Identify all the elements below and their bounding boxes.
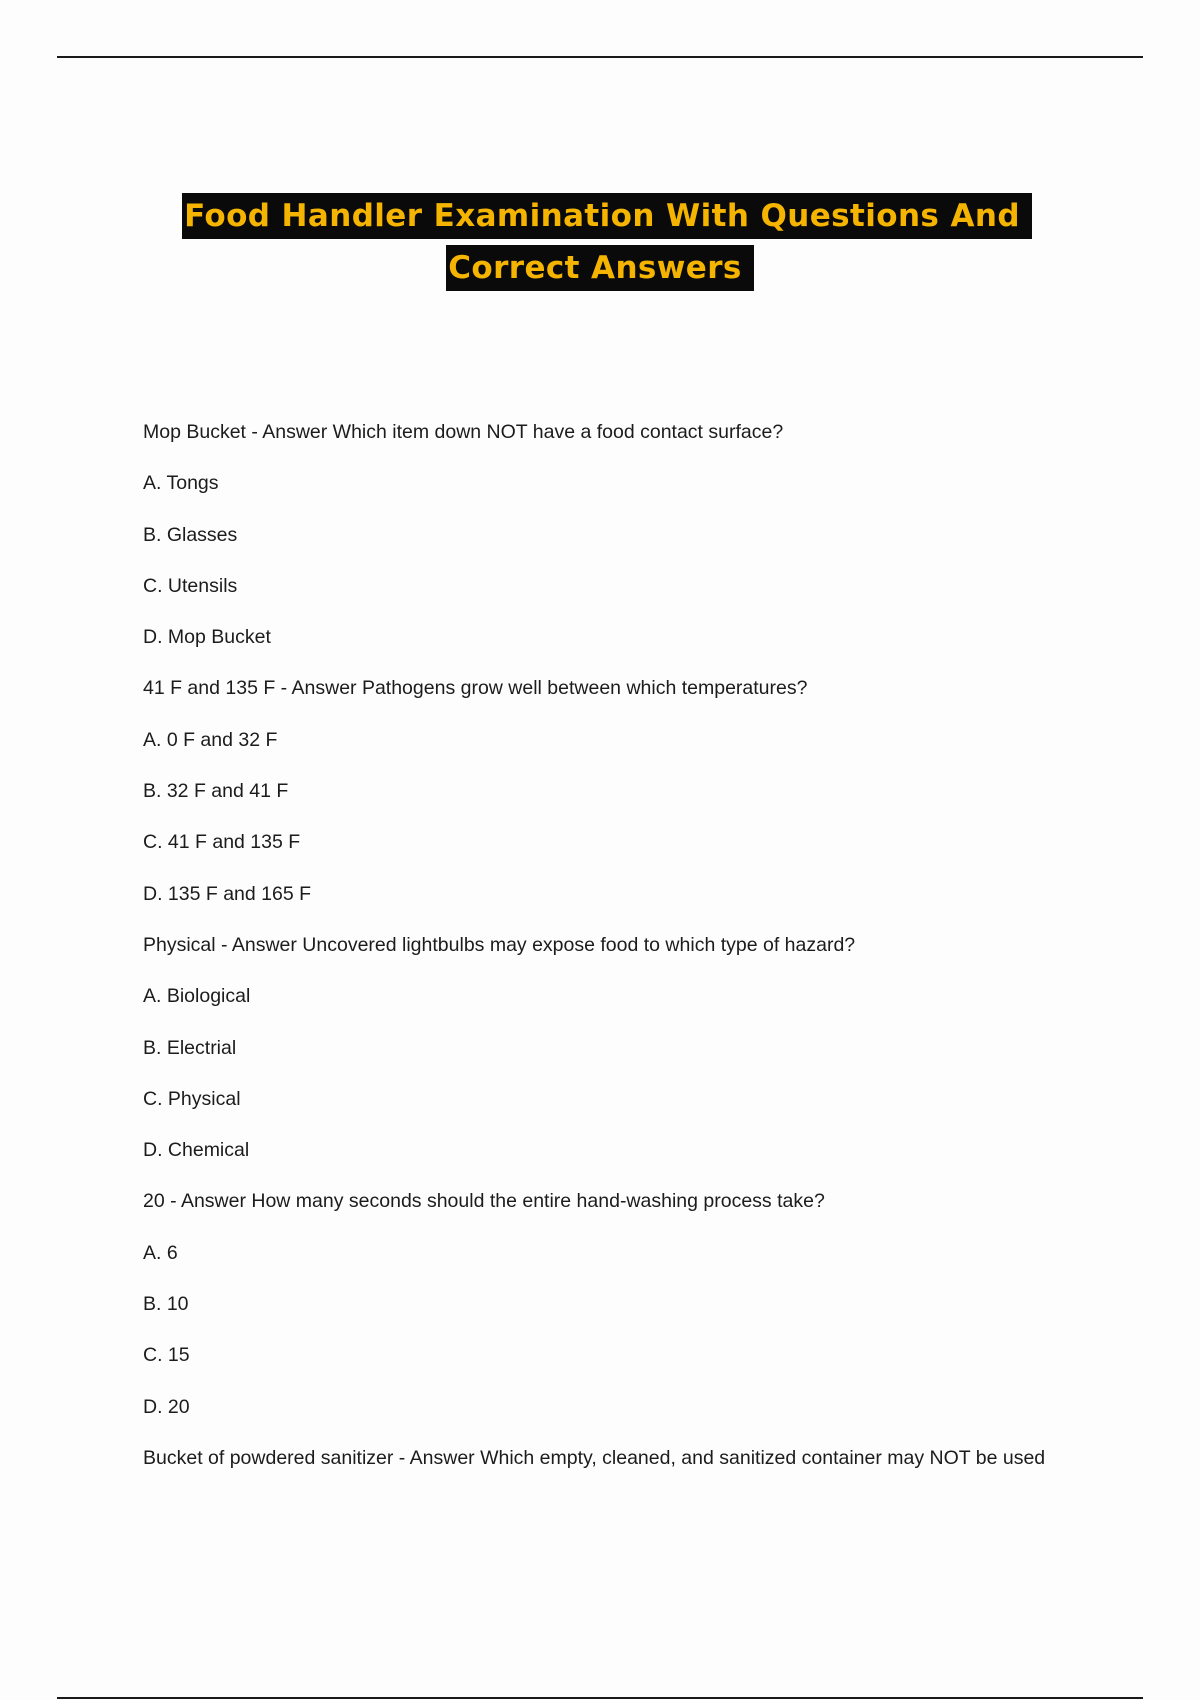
question-3-option-b: B. Electrial [143,1036,237,1059]
question-4-option-d: D. 20 [143,1395,190,1418]
question-5: Bucket of powdered sanitizer - Answer Which empty, cleaned, and sanitized container may NOT be used [143,1446,1046,1469]
question-2-option-c: C. 41 F and 135 F [143,831,301,854]
question-3: Physical - Answer Uncovered lightbulbs may expose food to which type of hazard? [143,933,856,956]
question-2-option-d: D. 135 F and 165 F [143,882,312,905]
document-title [0,193,1200,297]
question-4-option-a: A. 6 [143,1241,178,1264]
question-1-option-c: C. Utensils [143,574,238,597]
question-1: Mop Bucket - Answer Which item down NOT have a food contact surface? [143,421,784,443]
question-1-option-d: D. Mop Bucket [143,626,271,649]
question-3-option-d: D. Chemical [143,1139,250,1162]
title-line-2: Correct Answers [446,245,754,291]
footer-rule [57,1697,1143,1699]
question-1-option-a: A. Tongs [143,472,219,495]
question-2-option-a: A. 0 F and 32 F [143,728,278,751]
question-2-option-b: B. 32 F and 41 F [143,780,289,803]
question-4-option-c: C. 15 [143,1344,190,1367]
header-rule [57,56,1143,58]
question-3-option-a: A. Biological [143,985,251,1008]
title-line-1: Food Handler Examination With Questions And [182,193,1032,239]
question-2: 41 F and 135 F - Answer Pathogens grow well between which temperatures? [143,677,808,700]
question-4: 20 - Answer How many seconds should the entire hand-washing process take? [143,1190,825,1213]
question-1-option-b: B. Glasses [143,523,238,546]
question-list [143,420,1143,1497]
question-4-option-b: B. 10 [143,1293,189,1316]
question-3-option-c: C. Physical [143,1087,241,1110]
